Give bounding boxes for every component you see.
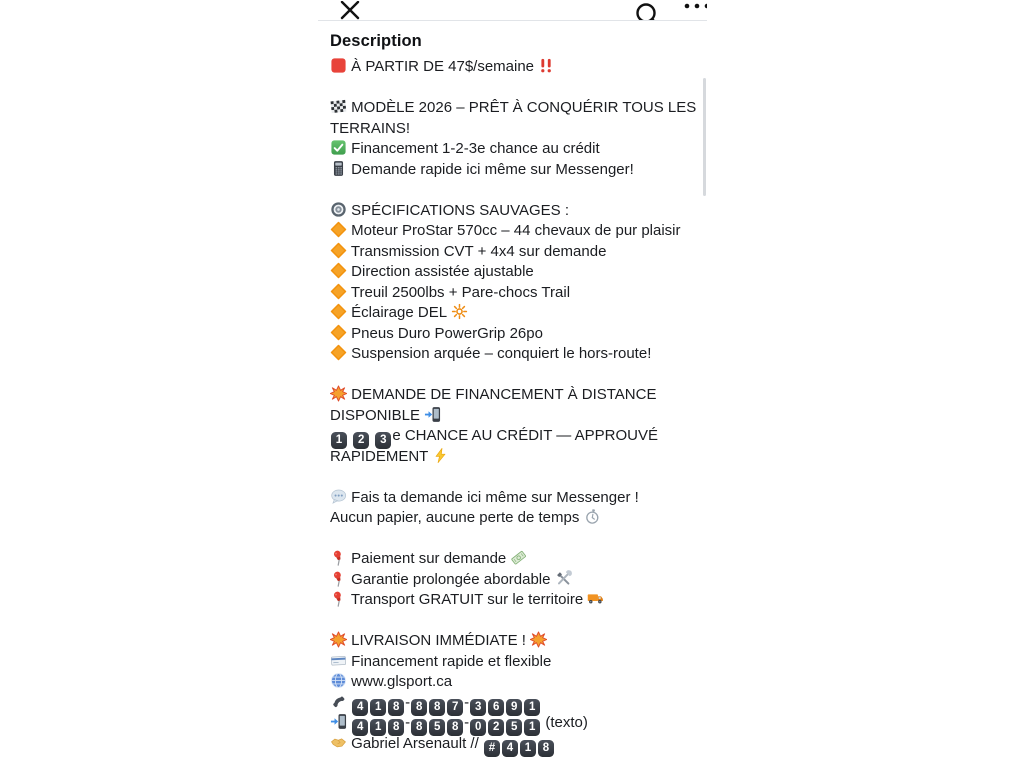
money-icon (510, 549, 527, 566)
description-text: - (464, 714, 470, 731)
keycap-4: 4 (352, 719, 368, 736)
keycap-8: 8 (447, 719, 463, 736)
keycap-3: 3 (470, 699, 486, 716)
speech-bubble-icon (330, 488, 347, 505)
keycap-0: 0 (470, 719, 486, 736)
keycap-8: 8 (388, 719, 404, 736)
stopwatch-icon (584, 508, 601, 525)
keycap-5: 5 (429, 719, 445, 736)
pushpin-icon (330, 570, 347, 587)
keycap-6: 6 (488, 699, 504, 716)
description-line (330, 549, 707, 570)
collision-icon (330, 631, 347, 648)
red-square-icon (330, 57, 347, 74)
keycap-1: 1 (520, 740, 536, 757)
phone-arrow-icon (330, 713, 347, 730)
description-text: Direction assistée ajustable (347, 263, 534, 280)
keycap-4: 4 (352, 699, 368, 716)
description-text: DEMANDE DE FINANCEMENT À DISTANCE (347, 386, 657, 403)
description-text: LIVRAISON IMMÉDIATE ! (347, 632, 531, 649)
description-text: À PARTIR DE 47$/semaine (347, 58, 539, 75)
description-text: SPÉCIFICATIONS SAUVAGES : (347, 201, 569, 219)
keycap-8: 8 (388, 699, 404, 716)
top-bar (318, 0, 707, 20)
keycap-8: 8 (411, 699, 427, 716)
tools-icon (555, 570, 572, 587)
orange-diamond-icon (330, 303, 347, 320)
description-line (330, 242, 707, 263)
description-text (370, 427, 374, 444)
collision-icon (530, 631, 547, 648)
keycap-1: 1 (370, 699, 386, 716)
check-mark-icon (330, 139, 347, 156)
description-text: (texto) (541, 714, 588, 731)
phone-keypad-icon (330, 160, 347, 177)
orange-diamond-icon (330, 283, 347, 300)
description-line (330, 262, 707, 283)
description-line (330, 611, 707, 632)
orange-diamond-icon (330, 242, 347, 259)
orange-diamond-icon (330, 221, 347, 238)
sun-icon (451, 303, 468, 320)
keycap-5: 5 (506, 719, 522, 736)
lightning-icon (432, 447, 449, 464)
description-text: Paiement sur demande (347, 550, 511, 567)
description-text: MODÈLE 2026 – PRÊT À CONQUÉRIR TOUS LES (347, 99, 697, 116)
description-line (330, 590, 707, 611)
description-text: Aucun papier, aucune perte de temps (330, 509, 584, 526)
description-line (330, 570, 707, 591)
keycap-4: 4 (502, 740, 518, 757)
description-text: - (405, 714, 411, 731)
description-text: - (405, 693, 411, 711)
description-text: TERRAINS! (330, 119, 411, 137)
description-text: www.glsport.ca (347, 673, 453, 690)
keycap-7: 7 (447, 699, 463, 716)
listing-description-panel (318, 0, 707, 768)
description-text (348, 427, 352, 444)
description-line (330, 672, 707, 693)
description-line (330, 201, 707, 222)
description-text: Treuil 2500lbs + Pare-chocs Trail (347, 283, 571, 301)
credit-card-icon (330, 652, 347, 669)
keycap-8: 8 (429, 699, 445, 716)
keycap-8: 8 (538, 740, 554, 757)
description-line (330, 221, 707, 242)
description-text: Gabriel Arsenault // (347, 734, 483, 752)
description-line (330, 734, 707, 755)
orange-diamond-icon (330, 344, 347, 361)
description-text: e CHANCE AU CRÉDIT — APPROUVÉ (392, 427, 658, 444)
description-text: Moteur ProStar 570cc – 44 chevaux de pur plaisir (347, 222, 681, 239)
description-heading: Description (330, 32, 422, 50)
truck-icon (587, 590, 604, 607)
description-line (330, 78, 707, 99)
orange-diamond-icon (330, 324, 347, 341)
description-line (330, 385, 707, 406)
description-line (330, 693, 707, 714)
keycap-hash: # (484, 740, 500, 757)
description-text: Demande rapide ici même sur Messenger! (347, 160, 634, 178)
collision-icon (330, 385, 347, 402)
more-options-button[interactable] (669, 0, 697, 7)
description-line (330, 57, 707, 78)
description-text: Transport GRATUIT sur le territoire (347, 591, 588, 608)
description-text: Transmission CVT + 4x4 sur demande (347, 242, 607, 260)
scrollbar-thumb[interactable] (703, 78, 706, 196)
description-line (330, 283, 707, 304)
description-line (330, 508, 707, 529)
checkered-flag-icon (330, 98, 347, 115)
description-line (330, 467, 707, 488)
orange-diamond-icon (330, 262, 347, 279)
keycap-9: 9 (506, 699, 522, 716)
description-text (347, 714, 351, 731)
description-line (330, 652, 707, 673)
keycap-3: 3 (375, 432, 391, 449)
description-line (330, 365, 707, 386)
description-body (330, 57, 707, 754)
description-line (330, 406, 707, 427)
description-line (330, 98, 707, 119)
keycap-1: 1 (370, 719, 386, 736)
description-line (330, 139, 707, 160)
search-button[interactable] (618, 0, 648, 17)
description-text (347, 694, 351, 711)
description-line (330, 344, 707, 365)
description-text: Fais ta demande ici même sur Messenger ! (347, 488, 639, 506)
description-line (330, 160, 707, 181)
description-line (330, 426, 707, 447)
description-line (330, 488, 707, 509)
pushpin-icon (330, 590, 347, 607)
description-text: Éclairage DEL (347, 304, 451, 321)
pushpin-icon (330, 549, 347, 566)
description-line (330, 324, 707, 345)
keycap-1: 1 (331, 432, 347, 449)
phone-arrow-icon (424, 406, 441, 423)
description-text: DISPONIBLE (330, 406, 425, 424)
description-line (330, 119, 707, 140)
description-line (330, 631, 707, 652)
double-exclamation-icon (538, 57, 555, 74)
description-text: Financement rapide et flexible (347, 652, 552, 670)
description-line (330, 529, 707, 550)
description-line (330, 713, 707, 734)
keycap-2: 2 (353, 432, 369, 449)
description-text: - (464, 693, 470, 711)
header-divider (318, 20, 707, 21)
keycap-2: 2 (488, 719, 504, 736)
target-icon (330, 201, 347, 218)
description-line (330, 447, 707, 468)
keycap-8: 8 (411, 719, 427, 736)
handshake-icon (330, 734, 347, 751)
description-text: Pneus Duro PowerGrip 26po (347, 324, 543, 342)
description-text: Garantie prolongée abordable (347, 570, 555, 588)
keycap-1: 1 (524, 719, 540, 736)
globe-icon (330, 672, 347, 689)
description-line (330, 303, 707, 324)
close-button[interactable] (326, 0, 350, 13)
keycap-1: 1 (524, 699, 540, 716)
description-text: RAPIDEMENT (330, 447, 433, 465)
description-text: Financement 1-2-3e chance au crédit (347, 140, 600, 157)
description-text: Suspension arquée – conquiert le hors-route! (347, 345, 652, 362)
description-line (330, 180, 707, 201)
phone-receiver-icon (330, 693, 347, 710)
